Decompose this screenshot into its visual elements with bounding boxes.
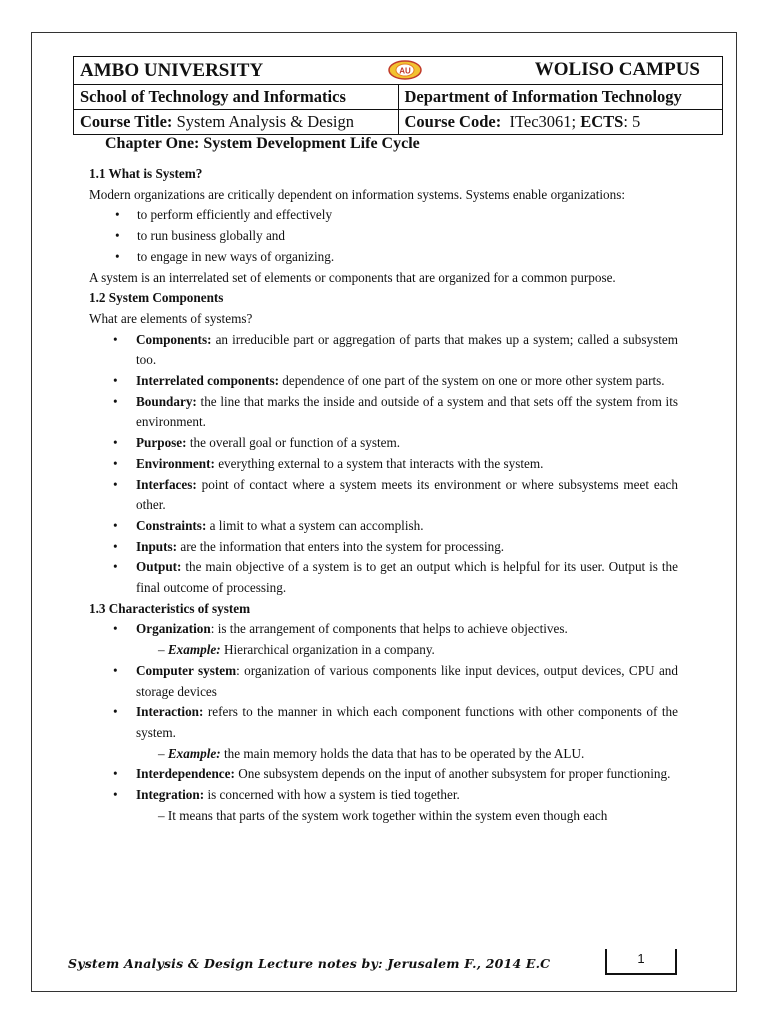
list-item: • Interrelated components: dependence of one part of the system on one or more other system parts. (89, 371, 678, 392)
svg-text:AU: AU (399, 66, 411, 76)
document-header (73, 56, 723, 135)
list-item: • Inputs: are the information that enters into the system for processing. (89, 537, 678, 558)
list-item: • Integration: is concerned with how a system is tied together. – It means that parts of the system work together within the system even though each (89, 785, 678, 826)
list-item: • Purpose: the overall goal or function of a system. (89, 433, 678, 454)
section-heading-1-2: 1.2 System Components (89, 290, 224, 306)
list-item: • to engage in new ways of organizing. (89, 247, 678, 268)
course-title-value: System Analysis & Design (176, 112, 354, 131)
paragraph-definition: A system is an interrelated set of elements or components that are organized for a common purpose. (89, 269, 616, 285)
example-line: – Example: Hierarchical organization in a company. (158, 642, 435, 658)
university-name: AMBO UNIVERSITY (80, 59, 264, 81)
document-body (89, 134, 678, 827)
bullet-list-characteristics (89, 619, 678, 826)
paragraph-intro: Modern organizations are critically dependent on information systems. Systems enable organizations: (89, 186, 626, 202)
list-item: • Interaction: refers to the manner in which each component functions with other components of the system. – Example: the main memory holds the data that has to be operated by the ALU. (89, 702, 678, 764)
course-code-label: Course Code: (404, 112, 502, 131)
university-logo-icon (387, 59, 423, 85)
example-line: – Example: the main memory holds the data that has to be operated by the ALU. (158, 745, 585, 761)
list-item: • Interfaces: point of contact where a system meets its environment or where subsystems meet each other. (89, 475, 678, 516)
list-item: • to run business globally and (89, 226, 678, 247)
course-title-label: Course Title: (80, 112, 173, 131)
list-item: • to perform efficiently and effectively (89, 205, 678, 226)
list-item: • Constraints: a limit to what a system can accomplish. (89, 516, 678, 537)
footer-text: System Analysis & Design Lecture notes by: Jerusalem F., 2014 E.C (68, 956, 551, 971)
course-code-cell (398, 110, 723, 135)
ects-value: : 5 (623, 112, 641, 131)
university-row (74, 57, 723, 85)
bullet-list-system-benefits (89, 205, 678, 267)
section-heading-1-1: 1.1 What is System? (89, 166, 203, 181)
course-code-value: ITec3061; (509, 112, 577, 131)
section-heading-1-3: 1.3 Characteristics of system (89, 600, 251, 616)
paragraph-question: What are elements of systems? (89, 310, 253, 326)
department-name: Department of Information Technology (398, 85, 723, 110)
list-item: • Output: the main objective of a system is to get an output which is helpful for its user. Output is the final outcome of processing. (89, 557, 678, 598)
list-item: • Boundary: the line that marks the inside and outside of a system and that sets off the system from its environment. (89, 392, 678, 433)
campus-name: WOLISO CAMPUS (534, 59, 700, 80)
bullet-list-components (89, 330, 678, 599)
chapter-title: Chapter One: System Development Life Cycle (105, 135, 420, 152)
course-title-cell (74, 110, 399, 135)
list-item: • Interdependence: One subsystem depends on the input of another subsystem for proper functioning. (89, 764, 678, 785)
page-number: 1 (605, 949, 677, 975)
school-name: School of Technology and Informatics (74, 85, 399, 110)
list-item: • Components: an irreducible part or aggregation of parts that makes up a system; called a subsystem too. (89, 330, 678, 371)
list-item: • Environment: everything external to a system that interacts with the system. (89, 454, 678, 475)
list-item: • Computer system: organization of various components like input devices, output devices, CPU and storage devices (89, 661, 678, 702)
ects-label: ECTS (580, 112, 624, 131)
list-item: • Organization: is the arrangement of components that helps to achieve objectives. – Example: Hierarchical organization in a company. (89, 619, 678, 660)
sub-line: – It means that parts of the system work together within the system even though each (158, 807, 608, 823)
